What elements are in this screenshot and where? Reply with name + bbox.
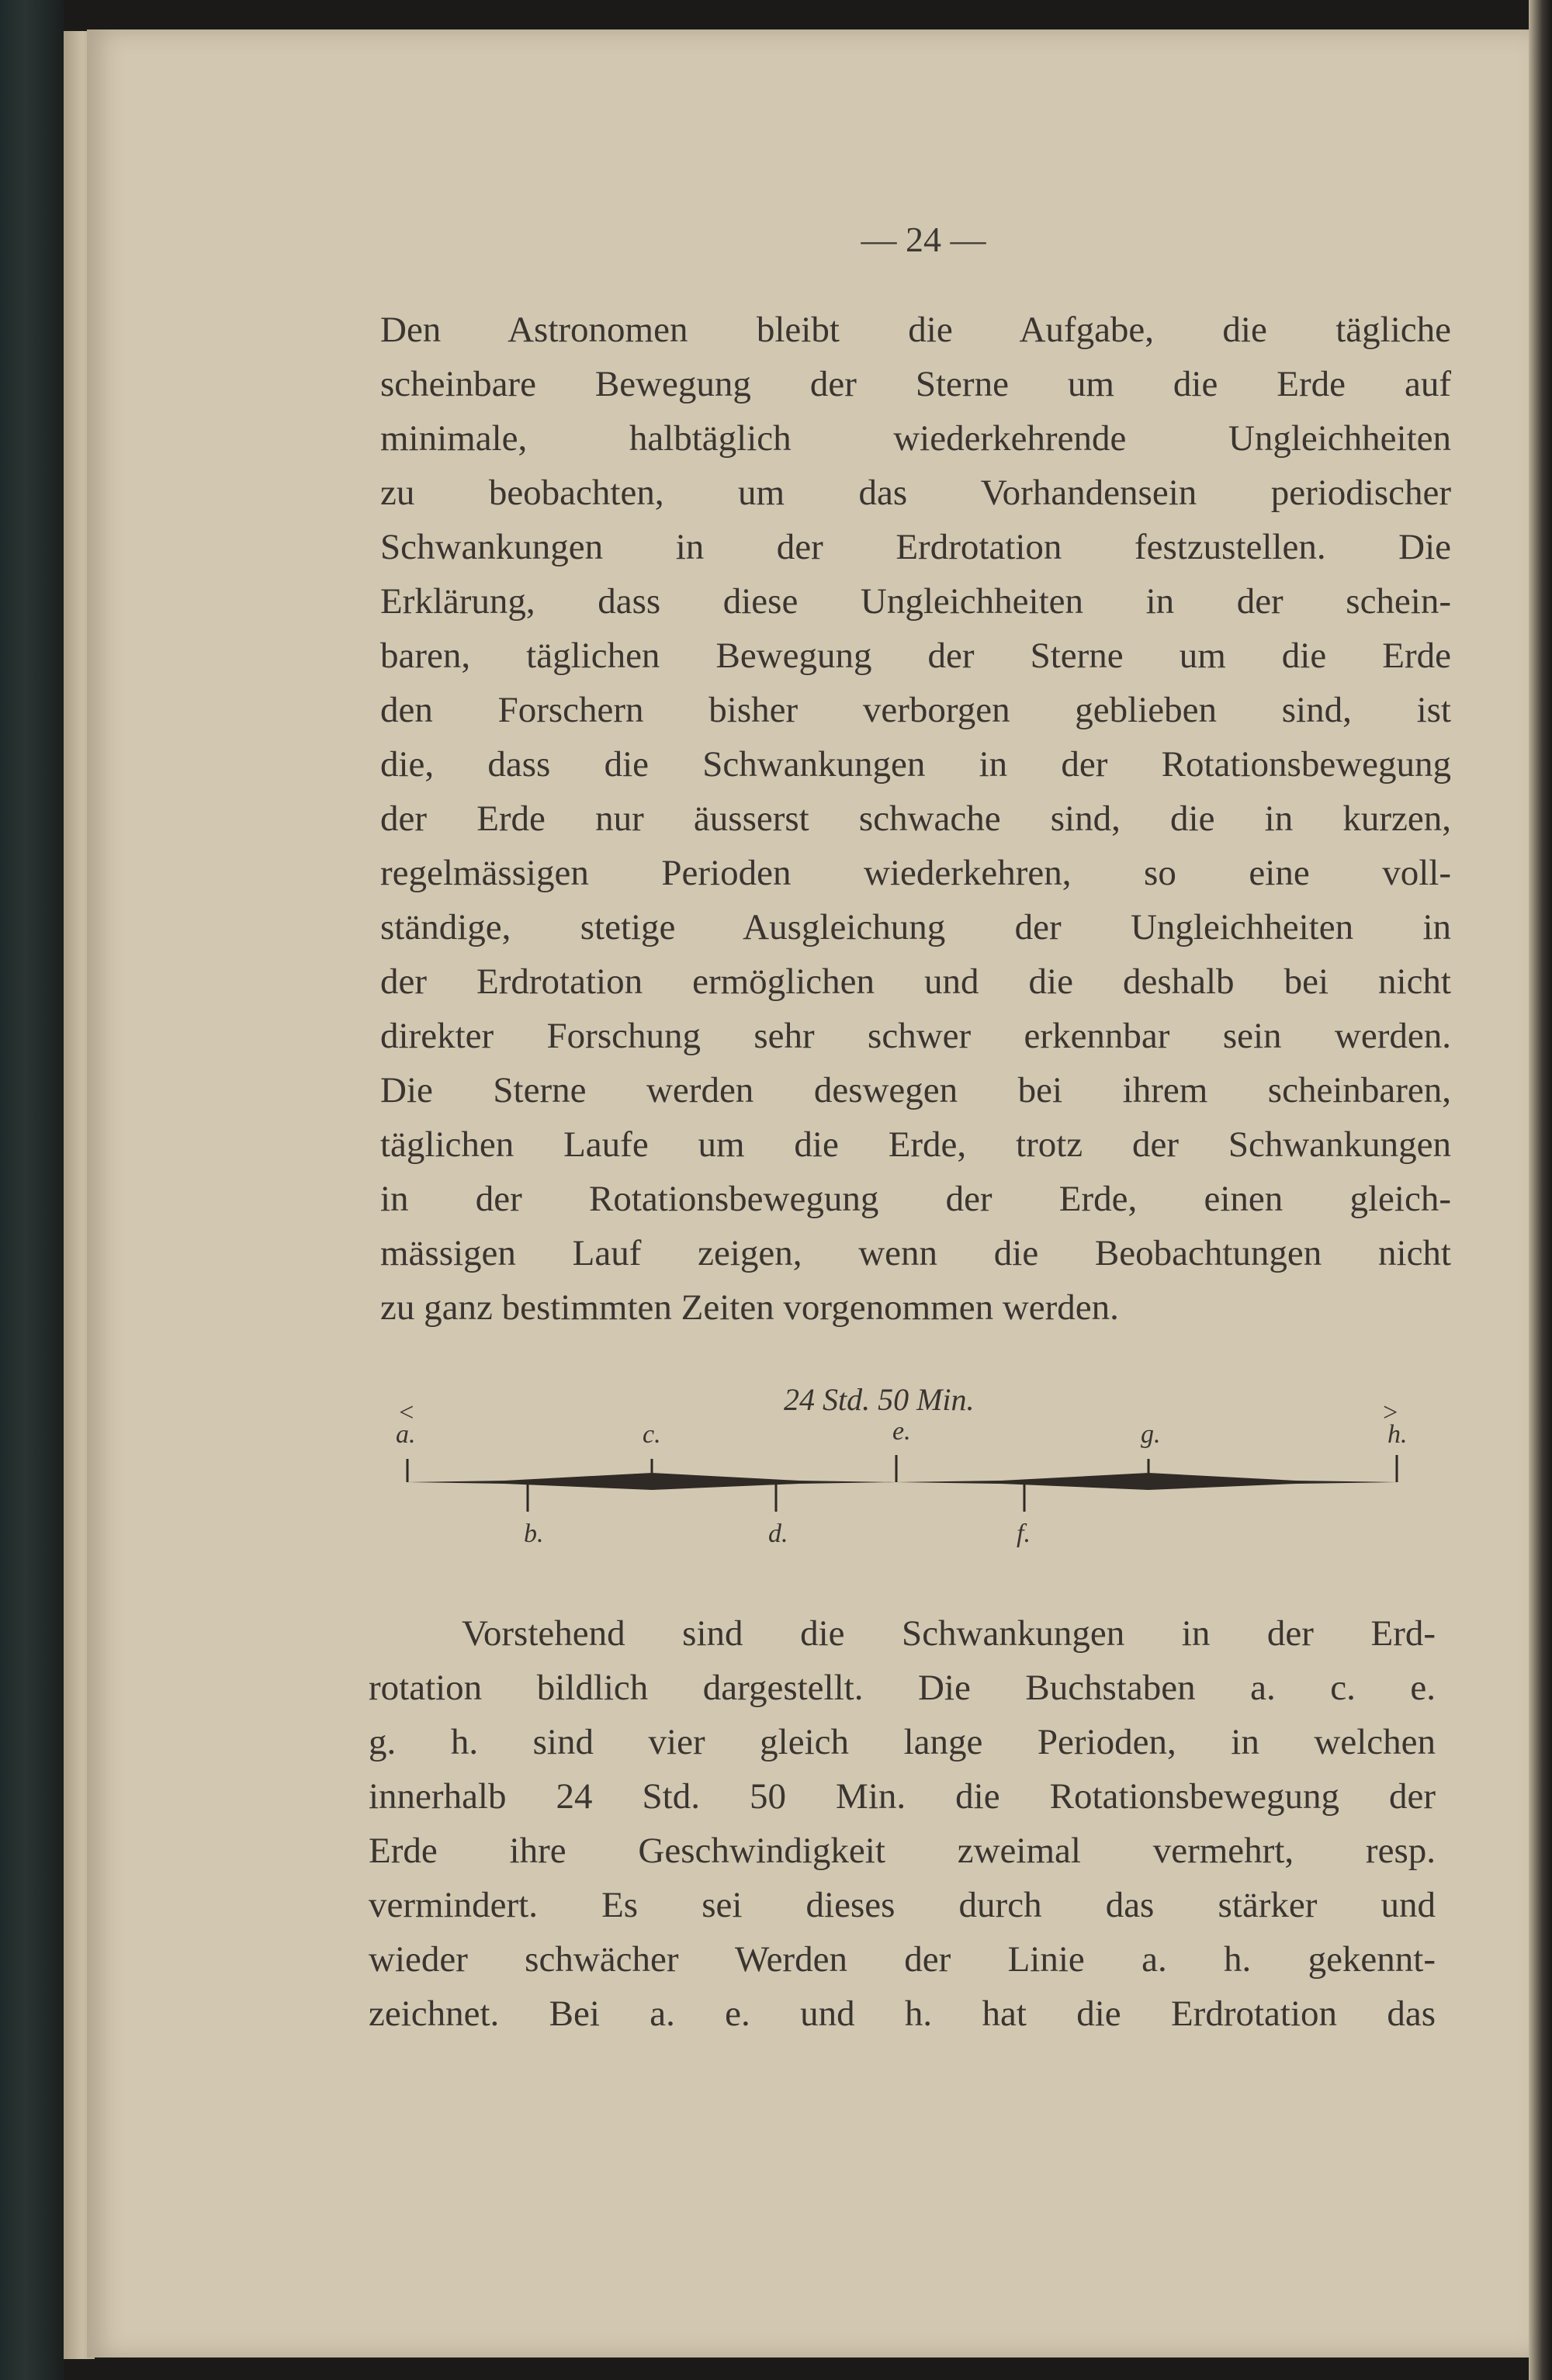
figure-label-f: f. (1017, 1519, 1031, 1548)
paragraph-1 (380, 303, 1451, 1335)
text-line: Die Sterne werden deswegen bei ihrem scheinbaren, (380, 1070, 1451, 1110)
figure-label-b: b. (524, 1519, 544, 1548)
text-line: in der Rotationsbewegung der Erde, einen gleich- (380, 1179, 1451, 1219)
text-line: zu ganz bestimmten Zeiten vorgenommen werden. (380, 1287, 1119, 1328)
paragraph-2 (369, 1606, 1436, 2041)
figure-title: 24 Std. 50 Min. (784, 1382, 975, 1417)
arrow-left: < (397, 1398, 415, 1427)
text-line: ständige, stetige Ausgleichung der Ungleichheiten in (380, 907, 1451, 947)
text-line: Erklärung, dass diese Ungleichheiten in der schein- (380, 581, 1451, 622)
figure-label-a: a. (396, 1420, 416, 1449)
text-line: mässigen Lauf zeigen, wenn die Beobachtungen nicht (380, 1233, 1451, 1273)
text-line: rotation bildlich dargestellt. Die Buchstaben a. c. e. (369, 1668, 1436, 1708)
arrow-right: > (1381, 1398, 1399, 1427)
page-right-edge (1529, 0, 1552, 2380)
rotation-figure (365, 1381, 1451, 1583)
book-spine (0, 0, 64, 2380)
text-line: baren, täglichen Bewegung der Sterne um die Erde (380, 636, 1451, 676)
text-line: g. h. sind vier gleich lange Perioden, in welchen (369, 1722, 1436, 1762)
figure-label-e: e. (892, 1417, 911, 1446)
text-line: der Erdrotation ermöglichen und die deshalb bei nicht (380, 961, 1451, 1002)
figure-label-h: h. (1387, 1420, 1408, 1449)
text-line: wieder schwächer Werden der Linie a. h. gekennt- (369, 1939, 1436, 1980)
figure-label-c: c. (643, 1420, 661, 1449)
page-number: — 24 — (861, 220, 986, 259)
rotation-band-left (407, 1473, 896, 1490)
text-line: regelmässigen Perioden wiederkehren, so eine voll- (380, 853, 1451, 893)
figure-label-g: g. (1141, 1420, 1161, 1449)
text-line: innerhalb 24 Std. 50 Min. die Rotationsbewegung der (369, 1776, 1436, 1817)
text-line: die, dass die Schwankungen in der Rotationsbewegung (380, 744, 1451, 785)
text-line: Den Astronomen bleibt die Aufgabe, die tägliche (380, 310, 1451, 350)
text-line: täglichen Laufe um die Erde, trotz der Schwankungen (380, 1124, 1451, 1165)
text-line: vermindert. Es sei dieses durch das stärker und (369, 1885, 1436, 1925)
rotation-band-right (896, 1473, 1397, 1490)
text-line: der Erde nur äusserst schwache sind, die in kurzen, (380, 799, 1451, 839)
text-line: zu beobachten, um das Vorhandensein periodischer (380, 473, 1451, 513)
text-line: den Forschern bisher verborgen geblieben sind, ist (380, 690, 1451, 730)
text-line: minimale, halbtäglich wiederkehrende Ungleichheiten (380, 418, 1451, 459)
rotation-line-diagram (365, 1381, 1451, 1583)
text-line: Vorstehend sind die Schwankungen in der Erd- (462, 1613, 1436, 1654)
text-line: Erde ihre Geschwindigkeit zweimal vermehrt, resp. (369, 1831, 1436, 1871)
text-line: direkter Forschung sehr schwer erkennbar sein werden. (380, 1016, 1451, 1056)
text-line: zeichnet. Bei a. e. und h. hat die Erdrotation das (369, 1994, 1436, 2034)
text-line: Schwankungen in der Erdrotation festzustellen. Die (380, 527, 1451, 567)
text-line: scheinbare Bewegung der Sterne um die Erde auf (380, 364, 1451, 404)
figure-label-d: d. (768, 1519, 788, 1548)
